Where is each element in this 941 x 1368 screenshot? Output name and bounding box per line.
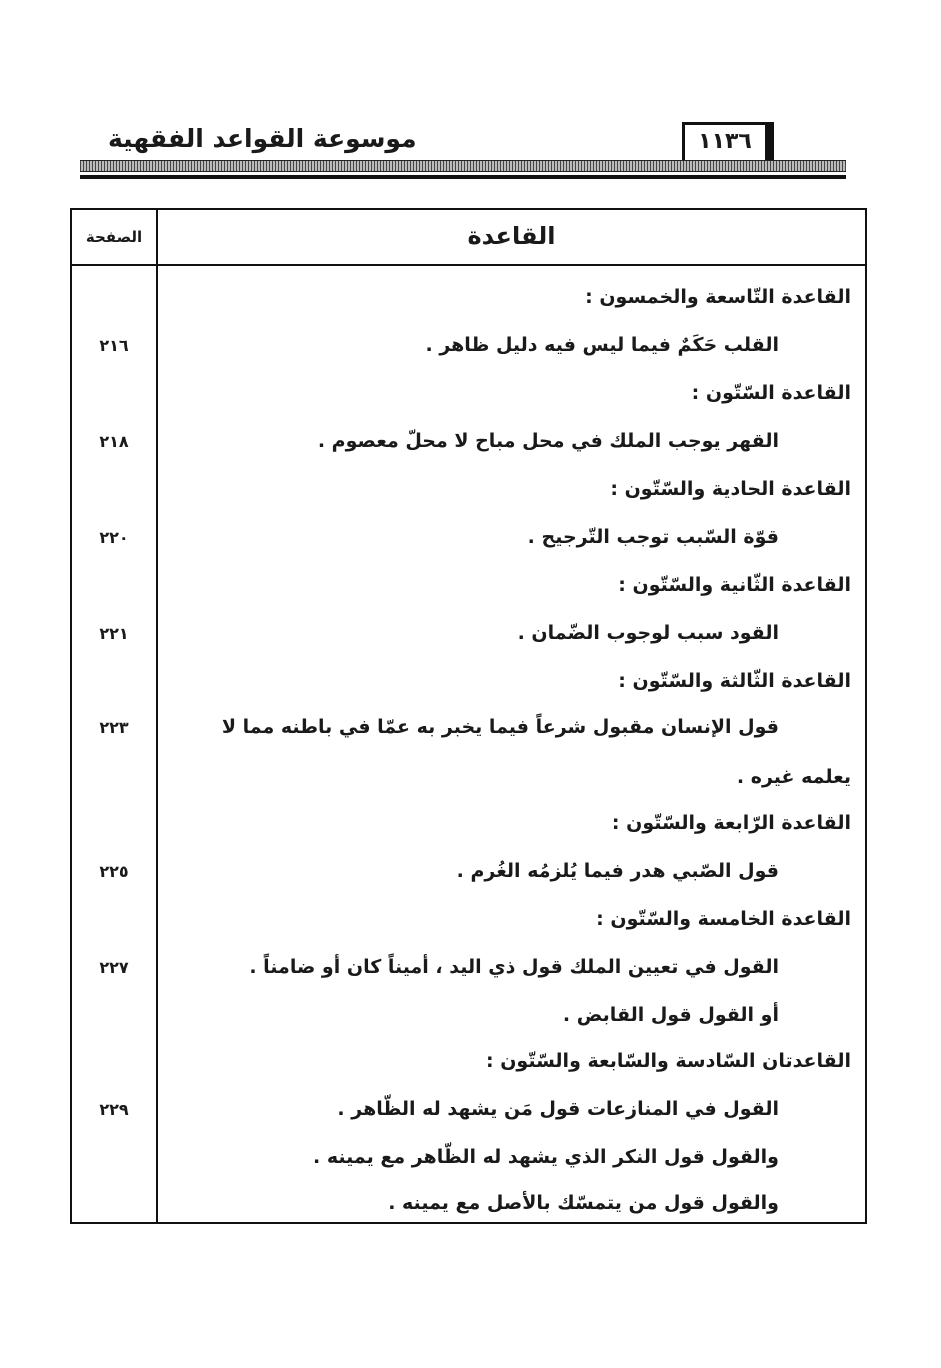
rule-text: القول في تعيين الملك قول ذي اليد ، أميناً كان أو ضامناً . — [249, 956, 779, 978]
page-ref: ٢٢٣ — [99, 718, 129, 737]
table-row — [72, 856, 865, 896]
rule-heading: القاعدة الخامسة والسّتّون : — [596, 908, 851, 930]
rule-heading: القاعدة الثّالثة والسّتّون : — [618, 670, 851, 692]
rule-heading: القاعدة الرّابعة والسّتّون : — [611, 812, 851, 834]
table-row — [72, 1000, 865, 1040]
table-row — [72, 1188, 865, 1228]
table-row — [72, 570, 865, 610]
index-table — [70, 208, 867, 1224]
table-row — [72, 522, 865, 562]
table-row — [72, 618, 865, 658]
rule-text: القهر يوجب الملك في محل مباح لا محلّ معصوم . — [317, 430, 779, 452]
table-row — [72, 378, 865, 418]
table-row — [72, 282, 865, 322]
page-ref: ٢٢٠ — [99, 528, 129, 547]
page-ref: ٢٢٥ — [99, 862, 129, 881]
header-rule-bottom — [80, 175, 846, 179]
table-row — [72, 426, 865, 466]
rule-heading: القاعدة التّاسعة والخمسون : — [585, 286, 851, 308]
book-title: موسوعة القواعد الفقهية — [108, 124, 417, 153]
table-row — [72, 904, 865, 944]
table-row — [72, 1142, 865, 1182]
rule-text-continued: يعلمه غيره . — [736, 766, 851, 788]
page-number: ١١٣٦ — [698, 129, 752, 154]
table-row — [72, 666, 865, 706]
table-row — [72, 952, 865, 992]
page-header — [80, 118, 846, 188]
header-rule — [80, 160, 846, 172]
column-header-page: الصفحة — [85, 228, 143, 246]
rule-heading: القاعدة السّتّون : — [691, 382, 851, 404]
page-ref: ٢٢٩ — [99, 1100, 129, 1119]
page-ref: ٢١٨ — [99, 432, 129, 451]
rule-text: قوّة السّبب توجب التّرجيح . — [527, 526, 779, 548]
rule-text: والقول قول من يتمسّك بالأصل مع يمينه . — [388, 1192, 779, 1214]
rule-text: قول الإنسان مقبول شرعاً فيما يخبر به عمّا في باطنه مما لا — [221, 716, 779, 738]
table-row — [72, 712, 865, 752]
table-row — [72, 808, 865, 848]
rule-text: والقول قول النكر الذي يشهد له الظّاهر مع يمينه . — [312, 1146, 779, 1168]
table-row — [72, 330, 865, 370]
rule-text: قول الصّبي هدر فيما يُلزمُه الغُرم . — [456, 860, 779, 882]
rule-text: أو القول قول القابض . — [562, 1004, 779, 1026]
table-row — [72, 1046, 865, 1086]
rule-heading: القاعدة الحادية والسّتّون : — [610, 478, 851, 500]
rule-heading: القاعدة الثّانية والسّتّون : — [618, 574, 851, 596]
page-number-box — [682, 122, 774, 162]
table-row — [72, 762, 865, 802]
page-ref: ٢٢٧ — [99, 958, 129, 977]
column-header-rule: القاعدة — [467, 222, 556, 250]
table-row — [72, 474, 865, 514]
rule-text: القود سبب لوجوب الضّمان . — [517, 622, 779, 644]
table-header — [72, 210, 865, 266]
rule-text: القلب حَكَمٌ فيما ليس فيه دليل ظاهر . — [425, 334, 779, 356]
page-ref: ٢٢١ — [99, 624, 129, 643]
rule-heading: القاعدتان السّادسة والسّابعة والسّتّون : — [485, 1050, 851, 1072]
rule-text: القول في المنازعات قول مَن يشهد له الظّاهر . — [337, 1098, 779, 1120]
table-row — [72, 1094, 865, 1134]
page-ref: ٢١٦ — [99, 336, 129, 355]
